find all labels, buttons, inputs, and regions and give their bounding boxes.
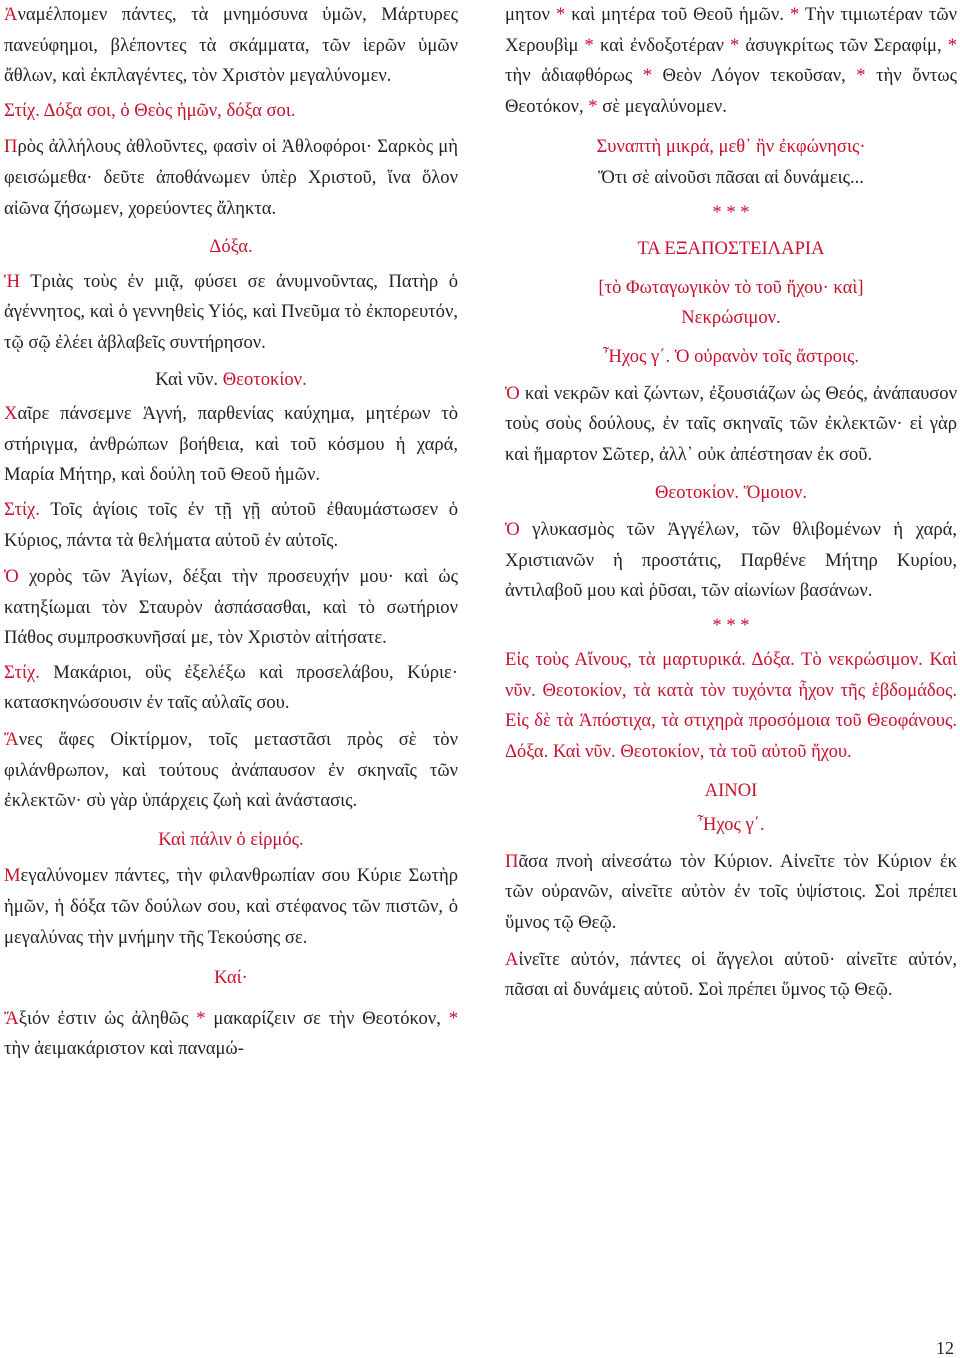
nekrosimon-rubric: Νεκρώσιμον. xyxy=(681,307,781,329)
verse-line xyxy=(4,96,458,127)
page-number: 12 xyxy=(936,1338,954,1358)
hymn-text: ναμέλπομεν πάντες, τὰ μνημόσυνα ὑμῶν, Μάρτυρες πανεύφημοι, βλέποντες τὰ σκάμματα, τῶν ἱερῶν ὑμῶν ἄθλων, καὶ ἐκπλαγέντες, τὸν Χριστὸν μεγαλύνομεν. xyxy=(4,4,458,87)
hymn-paragraph xyxy=(505,0,957,122)
hymn-text: Θεὸν Λόγον τεκοῦσαν, xyxy=(652,65,857,87)
hymn-paragraph xyxy=(505,847,957,939)
verse-label: Στίχ. xyxy=(4,661,40,683)
kai-palin-heading: Καὶ πάλιν ὁ εἱρμός. xyxy=(158,828,304,850)
verse-line xyxy=(4,495,458,556)
hymn-text: Τὴν τιμιωτέραν τῶν Χερουβὶμ xyxy=(505,4,957,56)
echos-heading: Ἦχος γ΄. Ὁ οὐρανὸν τοῖς ἄστροις. xyxy=(603,345,859,367)
fotagogikon-rubric: [τὸ Φωταγωγικὸν τὸ τοῦ ἤχου· καὶ] xyxy=(598,276,864,298)
red-initial: Ἀ xyxy=(4,4,18,25)
hymn-text: ξιόν ἐστιν ὡς ἀληθῶς xyxy=(18,1007,197,1029)
hymn-paragraph xyxy=(4,1004,458,1065)
red-initial: Π xyxy=(505,850,519,872)
hymn-paragraph xyxy=(4,0,458,92)
ainoi-rubric: Εἰς τοὺς Αἴνους, τὰ μαρτυρικά. Δόξα. Τὸ νεκρώσιμον. Καὶ νῦν. Θεοτοκίον, τὰ κατὰ τὸν τυχόντα ἦχον τῆς ἑβδομάδος. Εἰς δὲ τὰ Ἀπόστιχα, τὰ στιχηρὰ προσόμοια τοῦ Θεοφάνους. Δόξα. Καὶ νῦν. Θεοτοκίον, τὰ τοῦ αὐτοῦ ἤχου. xyxy=(505,649,957,763)
hymn-paragraph xyxy=(505,379,957,471)
red-initial: Μ xyxy=(4,865,21,887)
theotokion-label: Θεοτοκίον. xyxy=(222,368,307,390)
hymn-text: χορὸς τῶν Ἁγίων, δέξαι τὴν προσευχήν μου· καὶ ὡς κατηξίωμαι τὸν Σταυρὸν ἀσπάσασθαι, καὶ τὸ σωτήριον Πάθος συμπροσκυνῆσαί με, τὸν Χριστὸν αἰτήσατε. xyxy=(4,566,458,649)
hymn-text: σὲ μεγαλύνομεν. xyxy=(597,95,727,117)
star-mark: * xyxy=(584,34,594,56)
star-mark: * xyxy=(729,34,740,56)
red-initial: Ἡ xyxy=(4,270,20,292)
hymn-text: τὴν ἀδιαφθόρως xyxy=(505,65,643,87)
kai-heading: Καί· xyxy=(214,967,248,989)
right-column xyxy=(505,0,957,1006)
star-mark: * xyxy=(555,4,566,25)
ekfonisis-text: Ὅτι σὲ αἰνοῦσι πᾶσαι αἱ δυνάμεις... xyxy=(598,166,864,188)
hymn-paragraph xyxy=(4,399,458,491)
kai-nyn-plain: Καὶ νῦν. xyxy=(155,368,223,390)
hymn-text: Τριὰς τοὺς ἐν μιᾷ, φύσει σε ἀνυμνοῦντας, Πατὴρ ὁ ἀγέννητος, καὶ ὁ γεννηθεὶς Υἱός, καὶ Πνεῦμα τὸ ἐκπορευτόν, τῷ σῷ ἐλέει ἀβλαβεῖς συντήρησον. xyxy=(4,270,458,353)
hymn-text: καὶ νεκρῶν καὶ ζώντων, ἐξουσιάζων ὡς Θεός, ἀνάπαυσον τοὺς σοὺς δούλους, ἐν ταῖς σκηναῖς τῶν ἐκλεκτῶν· εἰ γὰρ καὶ ἥμαρτον Σῶτερ, ἀλλ᾽ οὐκ ἀπέστησαν ἐκ σοῦ. xyxy=(505,382,957,465)
red-initial: Ἄ xyxy=(4,1007,19,1029)
hymn-text: γλυκασμὸς τῶν Ἀγγέλων, τῶν θλιβομένων ἡ χαρά, Χριστιανῶν ἡ προστάτις, Παρθένε Μήτηρ Κυρίου, ἀντιλαβοῦ μου καὶ ῥῦσαι, τῶν αἰωνίων βασάνων. xyxy=(505,518,957,602)
hymn-paragraph xyxy=(4,132,458,224)
star-mark: * xyxy=(588,95,598,117)
hymn-text: ἀσυγκρίτως τῶν Σεραφίμ, xyxy=(739,34,948,56)
verse-text: Τοῖς ἁγίοις τοῖς ἐν τῇ γῇ αὐτοῦ ἐθαυμάστωσεν ὁ Κύριος, πάντα τὰ θελήματα αὐτοῦ ἐν αὐτοῖς. xyxy=(4,498,458,551)
left-column xyxy=(4,0,458,1065)
red-initial: Π xyxy=(4,136,18,158)
red-initial: Ὁ xyxy=(4,566,19,588)
section-stars: * * * xyxy=(712,201,750,223)
star-mark: * xyxy=(789,4,800,25)
section-stars: * * * xyxy=(712,614,750,636)
verse-line xyxy=(4,658,458,719)
red-initial: Ὁ xyxy=(505,518,520,540)
hymn-text: τὴν ὄντως Θεοτόκον, xyxy=(505,65,957,117)
hymn-text: καὶ μητέρα τοῦ Θεοῦ ἡμῶν. xyxy=(565,4,790,25)
hymn-text: τὴν ἀειμακάριστον καὶ παναμώ- xyxy=(4,1038,244,1060)
verse-text: Μακάριοι, οὓς ἐξελέξω καὶ προσελάβου, Κύριε· κατασκηνώσουσιν ἐν ταῖς αὐλαῖς σου. xyxy=(4,661,458,714)
star-mark: * xyxy=(947,34,957,56)
star-mark: * xyxy=(448,1007,458,1029)
red-initial: Ἄ xyxy=(4,729,19,751)
hymn-text: μακαρίζειν σε τὴν Θεοτόκον, xyxy=(205,1007,449,1029)
star-mark: * xyxy=(856,65,866,87)
red-initial: Ὁ xyxy=(505,382,520,404)
verse-text: Δόξα σοι, ὁ Θεὸς ἡμῶν, δόξα σοι. xyxy=(39,99,296,121)
hymn-paragraph xyxy=(4,725,458,817)
red-initial: Χ xyxy=(4,403,18,425)
synapti-heading: Συναπτὴ μικρά, μεθ᾽ ἣν ἐκφώνησις· xyxy=(596,136,866,158)
doxa-heading: Δόξα. xyxy=(209,236,253,258)
verse-label: Στίχ. xyxy=(4,99,40,121)
theotokion-heading: Θεοτοκίον. Ὅμοιον. xyxy=(654,482,807,504)
hymn-paragraph xyxy=(505,945,957,1006)
hymn-text: ρὸς ἀλλήλους ἀθλοῦντες, φασὶν οἱ Ἀθλοφόροι· Σαρκὸς μὴ φεισώμεθα· δεῦτε ἀποθάνωμεν ὑπὲρ Χριστοῦ, ἵνα ὅλον αἰῶνα ζήσωμεν, χορεύοντες ἄληκτα. xyxy=(4,136,458,219)
star-mark: * xyxy=(196,1007,206,1029)
kai-nyn-heading xyxy=(4,365,458,396)
echos-heading: Ἦχος γ΄. xyxy=(697,814,765,836)
hymn-text: μητον xyxy=(505,4,556,25)
hymn-paragraph xyxy=(505,515,957,607)
hymn-text: νες ἄφες Οἰκτίρμον, τοῖς μεταστᾶσι πρὸς σὲ τὸν φιλάνθρωπον, καὶ τούτους ἀνάπαυσον ἐν σκηναῖς τῶν ἐκλεκτῶν· σὺ γὰρ ὑπάρχεις ζωὴ καὶ ἀνάστασις. xyxy=(4,729,458,812)
star-mark: * xyxy=(642,65,653,87)
ainoi-heading: ΑΙΝΟΙ xyxy=(704,779,758,801)
hymn-text: ἰνεῖτε αὐτόν, πάντες οἱ ἄγγελοι αὐτοῦ· αἰνεῖτε αὐτόν, πᾶσαι αἱ δυνάμεις αὐτοῦ. Σοὶ πρέπει ὕμνος τῷ Θεῷ. xyxy=(505,948,957,1001)
hymn-text: καὶ ἐνδοξοτέραν xyxy=(593,34,730,56)
hymn-paragraph xyxy=(4,267,458,359)
hymn-text: αῖρε πάνσεμνε Ἁγνή, παρθενίας καύχημα, μητέρων τὸ στήριγμα, ἀνθρώπων βοήθεια, καὶ τοῦ κόσμου ἡ χαρά, Μαρία Μήτηρ, καὶ δούλη τοῦ Θεοῦ ἡμῶν. xyxy=(4,403,458,486)
red-initial: Α xyxy=(505,948,519,970)
exapostilaria-heading: ΤΑ ΕΞΑΠΟΣΤΕΙΛΑΡΙΑ xyxy=(637,238,825,260)
hymn-text: εγαλύνομεν πάντες, τὴν φιλανθρωπίαν σου Κύριε Σωτὴρ ἡμῶν, ἡ δόξα τῶν δούλων σου, καὶ στέφανος τῶν πιστῶν, ὁ μεγαλύνας τὴν μνήμην τῆς Τεκούσης σε. xyxy=(4,865,458,948)
hymn-paragraph xyxy=(4,562,458,654)
hymn-paragraph xyxy=(4,861,458,953)
verse-label: Στίχ. xyxy=(4,498,40,520)
hymn-text: ᾶσα πνοὴ αἰνεσάτω τὸν Κύριον. Αἰνεῖτε τὸν Κύριον ἐκ τῶν οὐρανῶν, αἰνεῖτε αὐτὸν ἐν τοῖς ὑψίστοις. Σοὶ πρέπει ὕμνος τῷ Θεῷ. xyxy=(505,850,957,934)
